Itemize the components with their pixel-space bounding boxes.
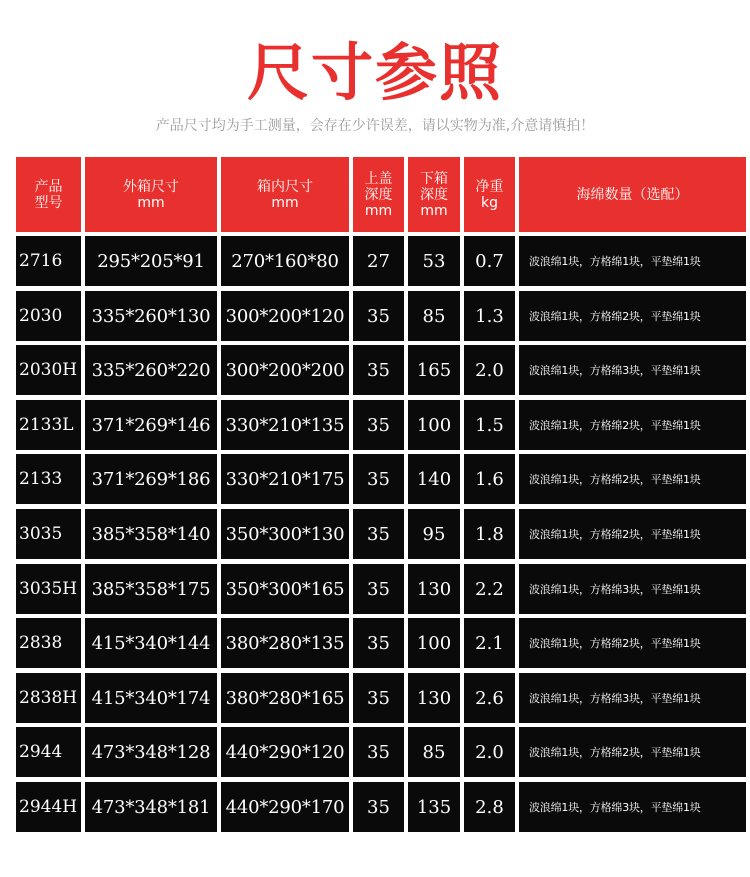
page-title: 尺寸参照	[246, 36, 503, 109]
header-foam-count-label: 海绵数量（选配）	[576, 186, 689, 203]
header-model-line1: 产品	[34, 178, 63, 195]
cell-outer: 371*269*146	[85, 400, 217, 450]
cell-outer: 335*260*130	[85, 291, 217, 341]
cell-foam: 波浪绵1块，方格绵3块，平垫绵1块	[519, 782, 746, 832]
header-inner-size-line2: mm	[271, 194, 299, 211]
header-outer-size-line1: 外箱尺寸	[123, 178, 179, 195]
cell-lid: 35	[353, 509, 404, 559]
header-weight-line1: 净重	[475, 178, 504, 195]
cell-inner: 350*300*130	[221, 509, 349, 559]
cell-inner: 270*160*80	[221, 236, 349, 286]
header-inner-size	[221, 157, 349, 232]
cell-lid: 35	[353, 673, 404, 723]
cell-foam: 波浪绵1块，方格绵2块，平垫绵1块	[519, 454, 746, 504]
cell-model: 2838H	[16, 673, 81, 723]
cell-model: 2944	[16, 727, 81, 777]
cell-base: 85	[408, 291, 460, 341]
cell-weight: 2.0	[464, 727, 515, 777]
cell-inner: 300*200*120	[221, 291, 349, 341]
cell-base: 100	[408, 618, 460, 668]
cell-base: 140	[408, 454, 460, 504]
cell-inner: 380*280*135	[221, 618, 349, 668]
cell-foam: 波浪绵1块，方格绵3块，平垫绵1块	[519, 673, 746, 723]
header-weight-line2: kg	[481, 194, 498, 211]
cell-weight: 2.6	[464, 673, 515, 723]
header-outer-size	[85, 157, 217, 232]
cell-inner: 440*290*170	[221, 782, 349, 832]
header-lid-depth-line3: mm	[364, 202, 393, 219]
cell-weight: 1.8	[464, 509, 515, 559]
measurement-disclaimer: 产品尺寸均为手工测量，会存在少许误差，请以实物为准,介意请慎拍！	[155, 118, 595, 134]
cell-outer: 335*260*220	[85, 345, 217, 395]
cell-weight: 2.1	[464, 618, 515, 668]
cell-outer: 385*358*140	[85, 509, 217, 559]
cell-weight: 1.6	[464, 454, 515, 504]
cell-foam: 波浪绵1块，方格绵3块，平垫绵1块	[519, 345, 746, 395]
cell-inner: 350*300*165	[221, 564, 349, 614]
cell-model: 2133	[16, 454, 81, 504]
cell-weight: 0.7	[464, 236, 515, 286]
cell-weight: 2.2	[464, 564, 515, 614]
cell-inner: 300*200*200	[221, 345, 349, 395]
cell-inner: 380*280*165	[221, 673, 349, 723]
cell-outer: 473*348*181	[85, 782, 217, 832]
cell-lid: 35	[353, 618, 404, 668]
cell-outer: 295*205*91	[85, 236, 217, 286]
cell-base: 100	[408, 400, 460, 450]
cell-base: 165	[408, 345, 460, 395]
cell-lid: 35	[353, 291, 404, 341]
header-base-depth-line1: 下箱	[420, 170, 448, 187]
cell-model: 2030	[16, 291, 81, 341]
header-lid-depth	[353, 157, 404, 232]
cell-weight: 1.5	[464, 400, 515, 450]
cell-model: 2838	[16, 618, 81, 668]
header-model-line2: 型号	[34, 194, 63, 211]
cell-lid: 35	[353, 782, 404, 832]
header-model	[16, 157, 81, 232]
cell-foam: 波浪绵1块，方格绵2块，平垫绵1块	[519, 291, 746, 341]
cell-foam: 波浪绵1块，方格绵3块，平垫绵1块	[519, 564, 746, 614]
cell-outer: 415*340*144	[85, 618, 217, 668]
header-weight	[464, 157, 515, 232]
size-table	[0, 153, 750, 877]
cell-model: 2030H	[16, 345, 81, 395]
cell-lid: 35	[353, 564, 404, 614]
header-outer-size-line2: mm	[137, 194, 165, 211]
cell-lid: 35	[353, 400, 404, 450]
cell-model: 2944H	[16, 782, 81, 832]
cell-lid: 27	[353, 236, 404, 286]
cell-lid: 35	[353, 454, 404, 504]
header-foam-count	[519, 157, 746, 232]
cell-base: 53	[408, 236, 460, 286]
cell-model: 2716	[16, 236, 81, 286]
header-lid-depth-line2: 深度	[364, 186, 393, 203]
cell-foam: 波浪绵1块，方格绵1块，平垫绵1块	[519, 236, 746, 286]
cell-outer: 385*358*175	[85, 564, 217, 614]
cell-foam: 波浪绵1块，方格绵2块，平垫绵1块	[519, 400, 746, 450]
cell-outer: 415*340*174	[85, 673, 217, 723]
cell-weight: 2.8	[464, 782, 515, 832]
cell-base: 130	[408, 673, 460, 723]
header-lid-depth-line1: 上盖	[364, 170, 393, 187]
cell-foam: 波浪绵1块，方格绵2块，平垫绵1块	[519, 618, 746, 668]
cell-model: 3035	[16, 509, 81, 559]
cell-foam: 波浪绵1块，方格绵2块，平垫绵1块	[519, 727, 746, 777]
cell-base: 85	[408, 727, 460, 777]
cell-inner: 330*210*135	[221, 400, 349, 450]
cell-lid: 35	[353, 345, 404, 395]
cell-foam: 波浪绵1块，方格绵2块，平垫绵1块	[519, 509, 746, 559]
cell-outer: 473*348*128	[85, 727, 217, 777]
cell-model: 2133L	[16, 400, 81, 450]
cell-base: 95	[408, 509, 460, 559]
cell-model: 3035H	[16, 564, 81, 614]
cell-inner: 440*290*120	[221, 727, 349, 777]
cell-weight: 2.0	[464, 345, 515, 395]
cell-weight: 1.3	[464, 291, 515, 341]
header-base-depth-line2: 深度	[420, 186, 448, 203]
cell-inner: 330*210*175	[221, 454, 349, 504]
header-base-depth	[408, 157, 460, 232]
cell-base: 130	[408, 564, 460, 614]
cell-lid: 35	[353, 727, 404, 777]
cell-outer: 371*269*186	[85, 454, 217, 504]
header-inner-size-line1: 箱内尺寸	[257, 178, 313, 195]
cell-base: 135	[408, 782, 460, 832]
header-base-depth-line3: mm	[420, 202, 448, 219]
